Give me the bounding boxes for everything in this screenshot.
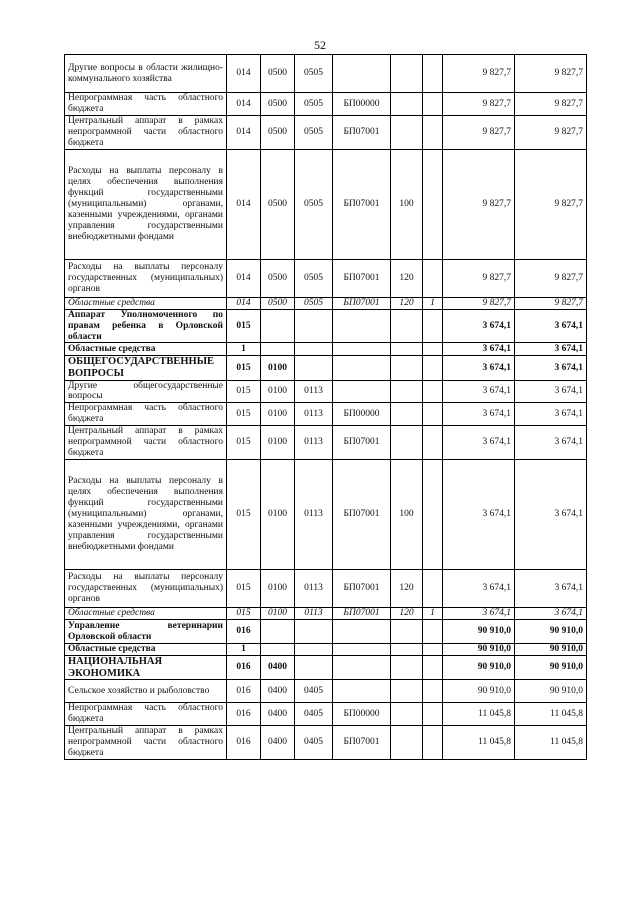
subsection-code-cell: 0113 — [295, 403, 333, 426]
budget-table-body — [65, 55, 587, 760]
target-article-code-cell: БП00000 — [333, 703, 391, 726]
target-article-code-cell — [333, 309, 391, 343]
amount-year-2-cell: 90 910,0 — [515, 680, 587, 703]
target-article-code-cell — [333, 343, 391, 356]
table-row — [65, 703, 587, 726]
expense-type-code-cell — [391, 93, 423, 116]
budget-table — [64, 54, 587, 760]
subsection-code-cell: 0113 — [295, 460, 333, 570]
row-name-cell: Центральный аппарат в рамках непрограммной части областного бюджета — [65, 426, 227, 460]
expense-type-code-cell — [391, 55, 423, 93]
amount-year-2-cell: 90 910,0 — [515, 644, 587, 656]
admin-code-cell: 016 — [227, 680, 261, 703]
admin-code-cell: 016 — [227, 703, 261, 726]
source-code-cell: 1 — [423, 608, 443, 620]
amount-year-2-cell: 3 674,1 — [515, 309, 587, 343]
row-name-cell: Расходы на выплаты персоналу государственных (муниципальных) органов — [65, 570, 227, 608]
section-code-cell — [261, 309, 295, 343]
row-name-cell: Областные средства — [65, 644, 227, 656]
subsection-code-cell: 0113 — [295, 608, 333, 620]
amount-year-2-cell: 3 674,1 — [515, 608, 587, 620]
amount-year-1-cell: 90 910,0 — [443, 656, 515, 680]
row-name-cell: Областные средства — [65, 297, 227, 309]
amount-year-1-cell: 9 827,7 — [443, 149, 515, 259]
section-code-cell: 0400 — [261, 680, 295, 703]
section-code-cell — [261, 343, 295, 356]
subsection-code-cell — [295, 309, 333, 343]
amount-year-1-cell: 3 674,1 — [443, 608, 515, 620]
page-number: 52 — [314, 38, 326, 52]
source-code-cell — [423, 726, 443, 760]
table-row — [65, 309, 587, 343]
section-code-cell: 0500 — [261, 55, 295, 93]
amount-year-1-cell: 3 674,1 — [443, 460, 515, 570]
amount-year-1-cell: 90 910,0 — [443, 644, 515, 656]
row-name-cell: Областные средства — [65, 608, 227, 620]
expense-type-code-cell: 120 — [391, 608, 423, 620]
subsection-code-cell: 0405 — [295, 726, 333, 760]
section-code-cell: 0100 — [261, 380, 295, 403]
amount-year-2-cell: 90 910,0 — [515, 620, 587, 644]
admin-code-cell: 1 — [227, 343, 261, 356]
subsection-code-cell: 0405 — [295, 680, 333, 703]
section-code-cell: 0500 — [261, 297, 295, 309]
expense-type-code-cell — [391, 426, 423, 460]
row-name-cell: НАЦИОНАЛЬНАЯ ЭКОНОМИКА — [65, 656, 227, 680]
amount-year-2-cell: 9 827,7 — [515, 55, 587, 93]
expense-type-code-cell: 100 — [391, 460, 423, 570]
target-article-code-cell — [333, 55, 391, 93]
source-code-cell — [423, 460, 443, 570]
amount-year-2-cell: 3 674,1 — [515, 380, 587, 403]
section-code-cell: 0400 — [261, 656, 295, 680]
section-code-cell: 0100 — [261, 460, 295, 570]
table-row — [65, 570, 587, 608]
target-article-code-cell: БП07001 — [333, 297, 391, 309]
section-code-cell: 0100 — [261, 403, 295, 426]
source-code-cell — [423, 116, 443, 150]
admin-code-cell: 014 — [227, 55, 261, 93]
source-code-cell — [423, 55, 443, 93]
source-code-cell — [423, 356, 443, 380]
row-name-cell: Центральный аппарат в рамках непрограммной части областного бюджета — [65, 116, 227, 150]
amount-year-2-cell: 3 674,1 — [515, 426, 587, 460]
table-row — [65, 297, 587, 309]
expense-type-code-cell: 100 — [391, 149, 423, 259]
section-code-cell: 0500 — [261, 259, 295, 297]
admin-code-cell: 015 — [227, 380, 261, 403]
source-code-cell — [423, 403, 443, 426]
admin-code-cell: 1 — [227, 644, 261, 656]
amount-year-1-cell: 90 910,0 — [443, 680, 515, 703]
row-name-cell: Расходы на выплаты персоналу государственных (муниципальных) органов — [65, 259, 227, 297]
row-name-cell: Непрограммная часть областного бюджета — [65, 403, 227, 426]
expense-type-code-cell — [391, 726, 423, 760]
row-name-cell: Расходы на выплаты персоналу в целях обеспечения выполнения функций государственными (муниципальными) органами, казенными учреждениями, органами управления государственными внебюджетными фондами — [65, 460, 227, 570]
expense-type-code-cell: 120 — [391, 297, 423, 309]
expense-type-code-cell: 120 — [391, 259, 423, 297]
subsection-code-cell: 0505 — [295, 259, 333, 297]
section-code-cell: 0100 — [261, 570, 295, 608]
row-name-cell: Управление ветеринарии Орловской области — [65, 620, 227, 644]
section-code-cell — [261, 620, 295, 644]
target-article-code-cell: БП00000 — [333, 93, 391, 116]
table-row — [65, 460, 587, 570]
table-row — [65, 93, 587, 116]
source-code-cell — [423, 426, 443, 460]
table-row — [65, 149, 587, 259]
amount-year-1-cell: 9 827,7 — [443, 259, 515, 297]
amount-year-2-cell: 3 674,1 — [515, 460, 587, 570]
table-row — [65, 116, 587, 150]
expense-type-code-cell — [391, 703, 423, 726]
amount-year-2-cell: 90 910,0 — [515, 656, 587, 680]
source-code-cell — [423, 680, 443, 703]
amount-year-1-cell: 11 045,8 — [443, 726, 515, 760]
amount-year-2-cell: 9 827,7 — [515, 297, 587, 309]
table-row — [65, 356, 587, 380]
table-row — [65, 726, 587, 760]
subsection-code-cell — [295, 644, 333, 656]
section-code-cell: 0100 — [261, 608, 295, 620]
expense-type-code-cell — [391, 309, 423, 343]
admin-code-cell: 016 — [227, 656, 261, 680]
amount-year-1-cell: 3 674,1 — [443, 309, 515, 343]
expense-type-code-cell — [391, 620, 423, 644]
amount-year-1-cell: 3 674,1 — [443, 343, 515, 356]
row-name-cell: Расходы на выплаты персоналу в целях обеспечения выполнения функций государственными (муниципальными) органами, казенными учреждениями, органами управления государственными внебюджетными фондами — [65, 149, 227, 259]
target-article-code-cell — [333, 680, 391, 703]
amount-year-1-cell: 3 674,1 — [443, 403, 515, 426]
table-row — [65, 426, 587, 460]
subsection-code-cell: 0505 — [295, 116, 333, 150]
admin-code-cell: 015 — [227, 608, 261, 620]
amount-year-1-cell: 3 674,1 — [443, 426, 515, 460]
amount-year-2-cell: 9 827,7 — [515, 93, 587, 116]
amount-year-1-cell: 90 910,0 — [443, 620, 515, 644]
amount-year-2-cell: 3 674,1 — [515, 356, 587, 380]
target-article-code-cell — [333, 644, 391, 656]
amount-year-1-cell: 3 674,1 — [443, 356, 515, 380]
target-article-code-cell: БП07001 — [333, 426, 391, 460]
table-row — [65, 644, 587, 656]
expense-type-code-cell — [391, 380, 423, 403]
amount-year-2-cell: 9 827,7 — [515, 149, 587, 259]
row-name-cell: Центральный аппарат в рамках непрограммной части областного бюджета — [65, 726, 227, 760]
source-code-cell — [423, 343, 443, 356]
admin-code-cell: 015 — [227, 460, 261, 570]
amount-year-1-cell: 3 674,1 — [443, 380, 515, 403]
amount-year-2-cell: 9 827,7 — [515, 116, 587, 150]
admin-code-cell: 016 — [227, 620, 261, 644]
subsection-code-cell — [295, 356, 333, 380]
admin-code-cell: 014 — [227, 116, 261, 150]
source-code-cell — [423, 703, 443, 726]
amount-year-2-cell: 11 045,8 — [515, 703, 587, 726]
target-article-code-cell: БП07001 — [333, 608, 391, 620]
target-article-code-cell: БП07001 — [333, 460, 391, 570]
admin-code-cell: 015 — [227, 570, 261, 608]
subsection-code-cell: 0113 — [295, 570, 333, 608]
section-code-cell: 0500 — [261, 116, 295, 150]
admin-code-cell: 014 — [227, 259, 261, 297]
subsection-code-cell: 0505 — [295, 93, 333, 116]
section-code-cell: 0500 — [261, 93, 295, 116]
source-code-cell — [423, 259, 443, 297]
table-row — [65, 608, 587, 620]
source-code-cell — [423, 149, 443, 259]
source-code-cell — [423, 570, 443, 608]
section-code-cell: 0400 — [261, 703, 295, 726]
admin-code-cell: 015 — [227, 426, 261, 460]
admin-code-cell: 014 — [227, 93, 261, 116]
admin-code-cell: 014 — [227, 297, 261, 309]
target-article-code-cell — [333, 380, 391, 403]
table-row — [65, 680, 587, 703]
subsection-code-cell: 0505 — [295, 149, 333, 259]
row-name-cell: Другие вопросы в области жилищно-коммунального хозяйства — [65, 55, 227, 93]
table-row — [65, 259, 587, 297]
expense-type-code-cell — [391, 116, 423, 150]
section-code-cell: 0500 — [261, 149, 295, 259]
subsection-code-cell: 0113 — [295, 380, 333, 403]
row-name-cell: Другие общегосударственные вопросы — [65, 380, 227, 403]
expense-type-code-cell — [391, 343, 423, 356]
target-article-code-cell — [333, 656, 391, 680]
target-article-code-cell: БП07001 — [333, 259, 391, 297]
amount-year-2-cell: 3 674,1 — [515, 343, 587, 356]
target-article-code-cell: БП07001 — [333, 149, 391, 259]
table-row — [65, 380, 587, 403]
source-code-cell — [423, 93, 443, 116]
amount-year-2-cell: 3 674,1 — [515, 403, 587, 426]
admin-code-cell: 015 — [227, 403, 261, 426]
admin-code-cell: 016 — [227, 726, 261, 760]
amount-year-2-cell: 3 674,1 — [515, 570, 587, 608]
row-name-cell: Аппарат Уполномоченного по правам ребенка в Орловской области — [65, 309, 227, 343]
admin-code-cell: 015 — [227, 356, 261, 380]
amount-year-1-cell: 9 827,7 — [443, 297, 515, 309]
source-code-cell — [423, 309, 443, 343]
subsection-code-cell: 0505 — [295, 55, 333, 93]
amount-year-2-cell: 11 045,8 — [515, 726, 587, 760]
expense-type-code-cell — [391, 680, 423, 703]
expense-type-code-cell — [391, 644, 423, 656]
expense-type-code-cell — [391, 656, 423, 680]
target-article-code-cell — [333, 356, 391, 380]
section-code-cell: 0100 — [261, 426, 295, 460]
target-article-code-cell: БП00000 — [333, 403, 391, 426]
amount-year-1-cell: 9 827,7 — [443, 93, 515, 116]
subsection-code-cell: 0505 — [295, 297, 333, 309]
subsection-code-cell: 0113 — [295, 426, 333, 460]
source-code-cell — [423, 644, 443, 656]
amount-year-1-cell: 9 827,7 — [443, 55, 515, 93]
expense-type-code-cell — [391, 403, 423, 426]
row-name-cell: Непрограммная часть областного бюджета — [65, 93, 227, 116]
table-row — [65, 343, 587, 356]
subsection-code-cell: 0405 — [295, 703, 333, 726]
subsection-code-cell — [295, 343, 333, 356]
source-code-cell: 1 — [423, 297, 443, 309]
table-row — [65, 55, 587, 93]
admin-code-cell: 014 — [227, 149, 261, 259]
expense-type-code-cell — [391, 356, 423, 380]
section-code-cell: 0400 — [261, 726, 295, 760]
section-code-cell — [261, 644, 295, 656]
amount-year-1-cell: 3 674,1 — [443, 570, 515, 608]
target-article-code-cell: БП07001 — [333, 726, 391, 760]
amount-year-1-cell: 9 827,7 — [443, 116, 515, 150]
subsection-code-cell — [295, 620, 333, 644]
row-name-cell: Непрограммная часть областного бюджета — [65, 703, 227, 726]
row-name-cell: ОБЩЕГОСУДАРСТВЕННЫЕ ВОПРОСЫ — [65, 356, 227, 380]
amount-year-2-cell: 9 827,7 — [515, 259, 587, 297]
amount-year-1-cell: 11 045,8 — [443, 703, 515, 726]
target-article-code-cell: БП07001 — [333, 116, 391, 150]
source-code-cell — [423, 380, 443, 403]
admin-code-cell: 015 — [227, 309, 261, 343]
section-code-cell: 0100 — [261, 356, 295, 380]
source-code-cell — [423, 620, 443, 644]
subsection-code-cell — [295, 656, 333, 680]
target-article-code-cell: БП07001 — [333, 570, 391, 608]
source-code-cell — [423, 656, 443, 680]
expense-type-code-cell: 120 — [391, 570, 423, 608]
table-row — [65, 620, 587, 644]
table-row — [65, 656, 587, 680]
table-row — [65, 403, 587, 426]
row-name-cell: Областные средства — [65, 343, 227, 356]
target-article-code-cell — [333, 620, 391, 644]
row-name-cell: Сельское хозяйство и рыболовство — [65, 680, 227, 703]
